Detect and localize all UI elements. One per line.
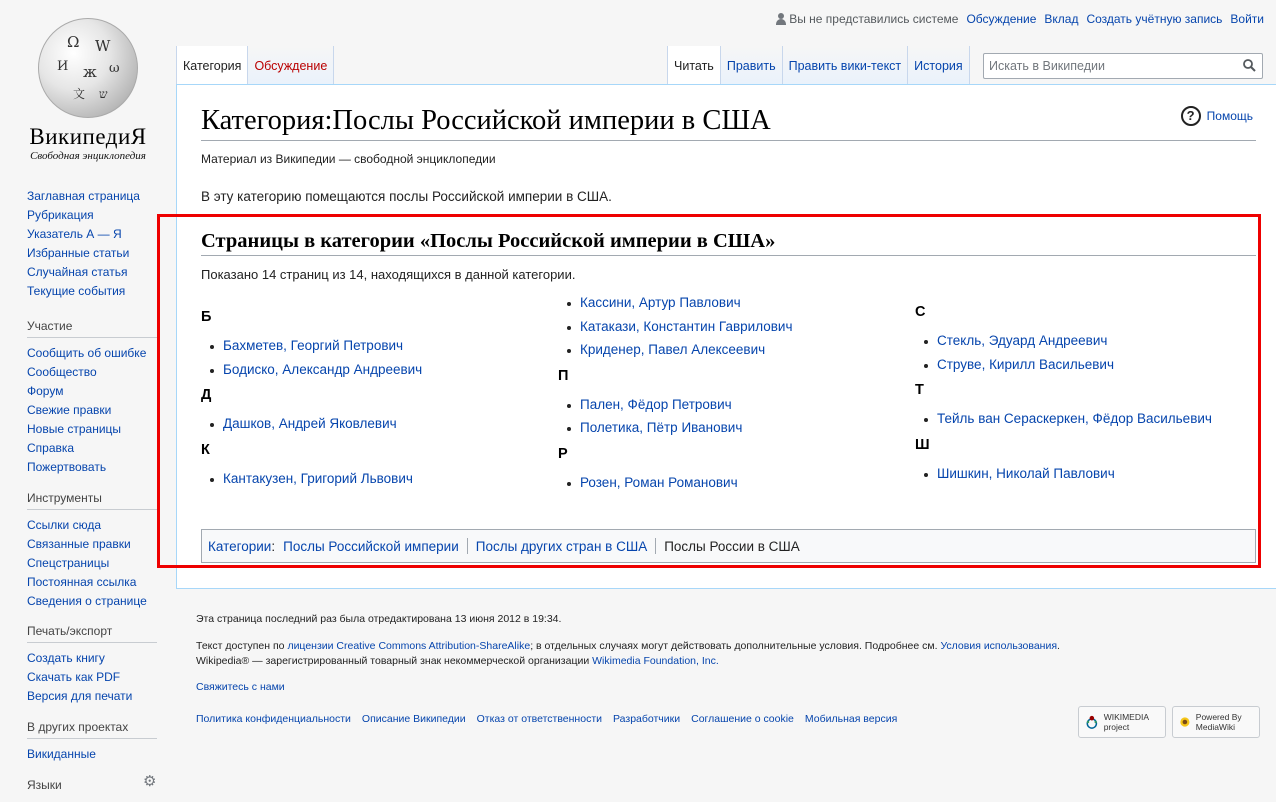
sidebar-participation xyxy=(27,319,157,477)
list-item xyxy=(558,416,898,440)
sidebar-item-what-links-here[interactable]: Ссылки сюда xyxy=(27,518,101,532)
category-page-link[interactable]: Кассини, Артур Павлович xyxy=(580,295,741,310)
categories-colon: : xyxy=(271,538,276,554)
category-listing xyxy=(201,293,1256,523)
sidebar-item-help[interactable]: Справка xyxy=(27,441,75,455)
sidebar-item-printable[interactable]: Версия для печати xyxy=(27,689,133,703)
category-page-link[interactable]: Дашков, Андрей Яковлевич xyxy=(223,416,397,431)
sidebar-item-permanent-link[interactable]: Постоянная ссылка xyxy=(27,575,137,589)
tab-history[interactable]: История xyxy=(908,46,969,84)
logo-tagline: Свободная энциклопедия xyxy=(30,150,146,162)
list-item xyxy=(915,462,1255,486)
sidebar-item-forum[interactable]: Форум xyxy=(27,384,64,398)
sidebar-item-donate[interactable]: Пожертвовать xyxy=(27,460,107,474)
category-page-link[interactable]: Стекль, Эдуард Андреевич xyxy=(937,333,1108,348)
sidebar-item-related-changes[interactable]: Связанные правки xyxy=(27,537,131,551)
category-separator xyxy=(655,538,656,554)
pages-count: Показано 14 страниц из 14, находящихся в данной категории. xyxy=(201,267,576,282)
mediawiki-badge-label: Powered By MediaWiki xyxy=(1195,712,1242,732)
footer-link-about[interactable]: Описание Википедии xyxy=(361,713,466,725)
terms-link[interactable]: Условия использования xyxy=(940,640,1058,652)
sidebar-item-download-pdf[interactable]: Скачать как PDF xyxy=(27,670,121,684)
footer-link-privacy[interactable]: Политика конфиденциальности xyxy=(196,713,351,725)
letter-heading: С xyxy=(915,304,926,320)
sidebar-tools xyxy=(27,491,157,611)
category-page-link[interactable]: Кантакузен, Григорий Львович xyxy=(223,470,413,486)
sidebar-item-current-events[interactable]: Текущие события xyxy=(27,284,126,298)
tab-discussion[interactable]: Обсуждение xyxy=(248,46,334,84)
sidebar-heading-languages: Языки xyxy=(27,778,62,792)
help-label[interactable]: Помощь xyxy=(1206,109,1253,123)
sidebar-heading-participation: Участие xyxy=(27,319,157,338)
not-logged-in-text: Вы не представились системе xyxy=(789,12,959,26)
trademark-text: Wikipedia® — зарегистрированный товарный знак некоммерческой организации Wikimedia Foundation, Inc. xyxy=(196,655,719,667)
sidebar xyxy=(0,0,176,793)
list-item xyxy=(558,291,898,315)
main-content xyxy=(176,84,1276,589)
last-modified: Эта страница последний раз была отредактирована 13 июня 2012 в 19:34. xyxy=(196,613,562,625)
category-page-link[interactable]: Струве, Кирилл Васильевич xyxy=(937,356,1114,372)
wikimedia-foundation-link[interactable]: Wikimedia Foundation, Inc. xyxy=(592,655,719,667)
sidebar-print xyxy=(27,624,157,706)
category-separator xyxy=(467,538,468,554)
category-page-link[interactable]: Полетика, Пётр Иванович xyxy=(580,420,743,435)
login-link[interactable]: Войти xyxy=(1230,12,1264,26)
letter-heading: Д xyxy=(201,387,212,403)
footer-link-developers[interactable]: Разработчики xyxy=(613,713,681,725)
tab-read[interactable]: Читать xyxy=(668,46,721,84)
list-item xyxy=(915,407,1255,431)
sidebar-heading-projects: В других проектах xyxy=(27,720,157,739)
wikimedia-badge[interactable] xyxy=(1078,706,1166,738)
sidebar-languages xyxy=(27,778,157,802)
category-link[interactable]: Послы Российской империи xyxy=(283,538,459,554)
list-item xyxy=(558,393,898,417)
category-page-link[interactable]: Криденер, Павел Алексеевич xyxy=(580,342,766,357)
logo-wordmark: ВикипедиЯ xyxy=(29,124,147,149)
search-box xyxy=(983,53,1263,79)
sidebar-projects xyxy=(27,720,157,764)
category-page-link[interactable]: Тейль ван Сераскеркен, Фёдор Васильевич xyxy=(937,411,1212,426)
sidebar-item-wikidata[interactable]: Викиданные xyxy=(27,747,96,761)
sidebar-heading-tools: Инструменты xyxy=(27,491,157,510)
personal-tools xyxy=(776,12,1264,26)
list-item xyxy=(558,338,898,362)
tab-edit[interactable]: Править xyxy=(721,46,783,84)
tab-edit-source[interactable]: Править вики-текст xyxy=(783,46,909,84)
help-link[interactable] xyxy=(1181,106,1253,126)
letter-heading: Б xyxy=(201,309,212,325)
pages-heading: Страницы в категории «Послы Российской империи в США» xyxy=(201,230,776,252)
sidebar-item-recent-changes[interactable]: Свежие правки xyxy=(27,403,112,417)
list-item xyxy=(915,329,1255,353)
footer-link-disclaimer[interactable]: Отказ от ответственности xyxy=(476,713,602,725)
sidebar-item-page-info[interactable]: Сведения о странице xyxy=(27,594,147,608)
footer-link-mobile[interactable]: Мобильная версия xyxy=(804,713,898,725)
category-links-bar xyxy=(201,529,1256,563)
letter-heading: П xyxy=(558,367,569,384)
sidebar-heading-print: Печать/экспорт xyxy=(27,624,157,643)
pages-divider xyxy=(201,255,1256,256)
category-page-link[interactable]: Пален, Фёдор Петрович xyxy=(580,396,732,412)
contact-link[interactable]: Свяжитесь с нами xyxy=(196,681,285,693)
list-item xyxy=(201,358,541,382)
category-page-link[interactable]: Бахметев, Георгий Петрович xyxy=(223,338,404,353)
wikimedia-badge-label: WIKIMEDIA project xyxy=(1103,712,1149,732)
mediawiki-sunflower-icon xyxy=(1179,713,1191,731)
user-icon xyxy=(776,13,786,25)
wikimedia-icon xyxy=(1085,713,1099,731)
search-icon[interactable] xyxy=(1243,59,1256,72)
sidebar-item-report-error[interactable]: Сообщить об ошибке xyxy=(27,346,147,360)
sidebar-navigation xyxy=(27,187,157,301)
category-column-2 xyxy=(558,291,898,494)
puzzle-globe-icon: Ω W И ж ω 文 ש xyxy=(38,18,138,118)
sidebar-item-random[interactable]: Случайная статья xyxy=(27,265,128,279)
create-account-link[interactable]: Создать учётную запись xyxy=(1086,12,1223,26)
sidebar-item-rubrication[interactable]: Рубрикация xyxy=(27,208,94,222)
letter-heading: Р xyxy=(558,445,568,462)
sidebar-item-community[interactable]: Сообщество xyxy=(27,365,97,379)
license-text: Текст доступен по лицензии Creative Commons Attribution-ShareAlike; в отдельных случаях могут действовать дополнительные условия. Подробнее см. Условия использования. xyxy=(196,640,1060,652)
site-subtitle: Материал из Википедии — свободной энциклопедии xyxy=(201,152,496,166)
category-page-link[interactable]: Шишкин, Николай Павлович xyxy=(937,465,1115,481)
list-item xyxy=(201,467,541,491)
view-tabs xyxy=(667,46,970,84)
category-page-link[interactable]: Катакази, Константин Гаврилович xyxy=(580,318,793,334)
letter-heading: Ш xyxy=(915,436,930,453)
list-item xyxy=(558,315,898,339)
list-item xyxy=(558,471,898,495)
wikipedia-logo[interactable] xyxy=(18,12,158,162)
sidebar-item-new-pages[interactable]: Новые страницы xyxy=(27,422,122,436)
contributions-link[interactable]: Вклад xyxy=(1044,12,1079,26)
gear-icon[interactable]: ⚙ xyxy=(143,773,157,790)
list-item xyxy=(201,412,541,436)
sidebar-item-featured[interactable]: Избранные статьи xyxy=(27,246,130,260)
sidebar-item-special-pages[interactable]: Спецстраницы xyxy=(27,556,110,570)
sidebar-item-main-page[interactable]: Заглавная страница xyxy=(27,189,140,203)
title-divider xyxy=(201,140,1256,141)
tab-category[interactable]: Категория xyxy=(177,46,248,84)
categories-label[interactable]: Категории xyxy=(208,538,272,554)
list-item xyxy=(201,334,541,358)
category-link[interactable]: Послы России в США xyxy=(664,538,800,554)
category-description: В эту категорию помещаются послы Российской империи в США. xyxy=(201,189,612,204)
category-link[interactable]: Послы других стран в США xyxy=(475,538,648,554)
category-column-1 xyxy=(201,309,541,490)
footer-links xyxy=(196,713,897,725)
footer-link-cookie[interactable]: Соглашение о cookie xyxy=(691,713,794,725)
license-link[interactable]: лицензии Creative Commons Attribution-ShareAlike xyxy=(287,640,531,652)
mediawiki-badge[interactable] xyxy=(1172,706,1260,738)
sidebar-item-index[interactable]: Указатель А — Я xyxy=(27,227,122,241)
page-title: Категория:Послы Российской империи в США xyxy=(201,105,771,136)
list-item xyxy=(915,353,1255,377)
category-page-link[interactable]: Розен, Роман Романович xyxy=(580,474,738,490)
category-column-3 xyxy=(915,304,1255,485)
help-icon: ? xyxy=(1181,106,1201,126)
search-input[interactable] xyxy=(984,54,1234,78)
category-page-link[interactable]: Бодиско, Александр Андреевич xyxy=(223,361,423,377)
talk-link[interactable]: Обсуждение xyxy=(966,12,1037,26)
letter-heading: Т xyxy=(915,382,924,398)
sidebar-item-create-book[interactable]: Создать книгу xyxy=(27,651,105,665)
letter-heading: К xyxy=(201,441,210,458)
namespace-tabs xyxy=(176,46,334,84)
